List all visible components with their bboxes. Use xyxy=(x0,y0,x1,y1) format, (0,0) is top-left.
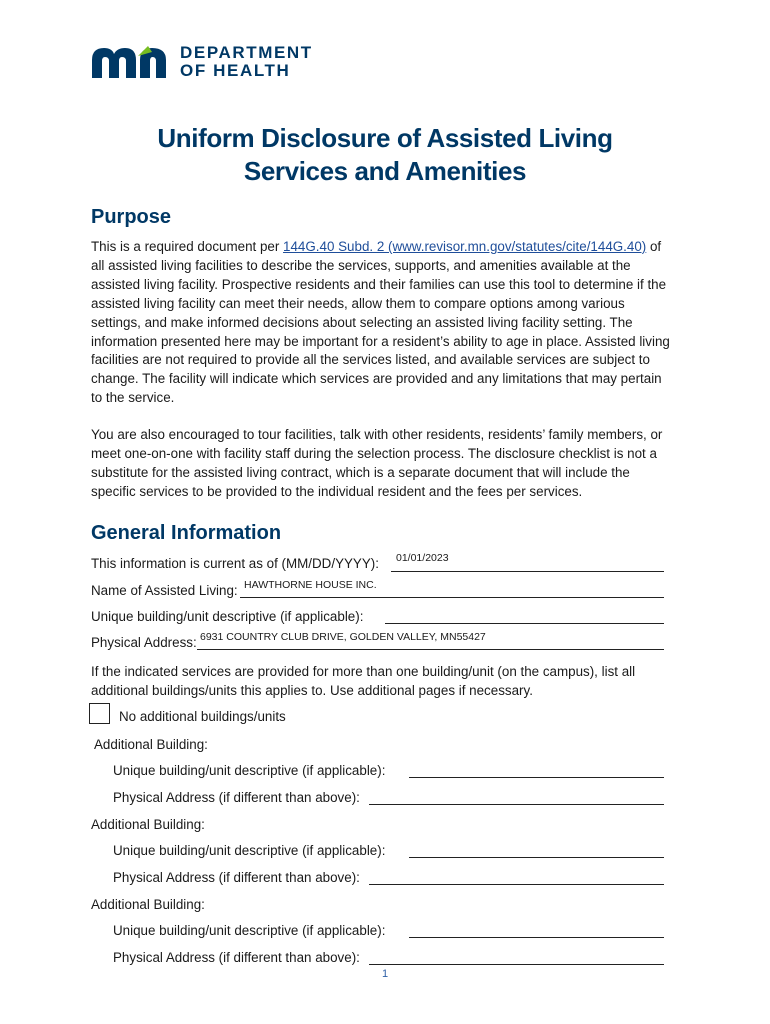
additional-unique-field[interactable] xyxy=(409,857,664,858)
current-date-label: This information is current as of (MM/DD/YYYY): xyxy=(91,556,379,571)
physical-address-field[interactable] xyxy=(197,649,664,650)
additional-address-label: Physical Address (if different than above): xyxy=(113,870,360,885)
no-additional-buildings-label: No additional buildings/units xyxy=(119,709,286,724)
logo-department-text: DEPARTMENT xyxy=(180,43,313,62)
additional-address-field[interactable] xyxy=(369,804,664,805)
additional-unique-label: Unique building/unit descriptive (if applicable): xyxy=(113,843,386,858)
statute-link[interactable]: 144G.40 Subd. 2 (www.revisor.mn.gov/statutes/cite/144G.40) xyxy=(283,239,647,254)
current-date-field[interactable] xyxy=(391,571,664,572)
additional-building-label: Additional Building: xyxy=(94,737,208,752)
facility-name-field[interactable] xyxy=(240,597,664,598)
additional-unique-field[interactable] xyxy=(409,777,664,778)
physical-address-label: Physical Address: xyxy=(91,635,197,650)
mdh-logo xyxy=(90,44,313,80)
purpose-paragraph-1 xyxy=(91,238,676,408)
unique-descriptive-field[interactable] xyxy=(385,623,664,624)
purpose-paragraph-2: You are also encouraged to tour facilities, talk with other residents, residents’ family members, or meet one-on-one with facility staff during the selection process. The disclosure checklist is not a substitute for the assisted living contract, which is a separate document that will include the specific services to be provided to the individual resident and the fees per services. xyxy=(91,427,663,499)
additional-unique-label: Unique building/unit descriptive (if applicable): xyxy=(113,923,386,938)
title-line-1: Uniform Disclosure of Assisted Living xyxy=(157,123,613,153)
additional-address-label: Physical Address (if different than above): xyxy=(113,950,360,965)
current-date-value: 01/01/2023 xyxy=(396,552,449,564)
additional-building-label: Additional Building: xyxy=(91,897,205,912)
additional-unique-field[interactable] xyxy=(409,937,664,938)
additional-address-field[interactable] xyxy=(369,884,664,885)
page-number: 1 xyxy=(381,968,389,980)
logo-health-text: OF HEALTH xyxy=(180,61,291,80)
document-title xyxy=(0,122,770,188)
unique-descriptive-label: Unique building/unit descriptive (if applicable): xyxy=(91,609,364,624)
purpose-heading: Purpose xyxy=(91,206,172,228)
no-additional-buildings-checkbox[interactable] xyxy=(89,703,110,724)
multi-building-note: If the indicated services are provided for more than one building/unit (on the campus), list all additional buildings/units this applies to. Use additional pages if necessary. xyxy=(91,664,636,698)
facility-name-value: HAWTHORNE HOUSE INC. xyxy=(244,579,377,591)
additional-address-label: Physical Address (if different than above): xyxy=(113,790,360,805)
additional-address-field[interactable] xyxy=(369,964,664,965)
general-info-heading: General Information xyxy=(91,522,282,544)
purpose-text-intro: This is a required document per xyxy=(91,239,284,254)
purpose-text-body: of all assisted living facilities to describe the services, supports, and amenities available at the assisted living facility. Prospective residents and their families can use this tool to determine if the assisted living facility can meet their needs, allow them to compare options among various settings, and make informed decisions about selecting an assisted living facility setting. The information presented here may be important for a resident’s ability to age in place. Assisted living facilities are not required to provide all the services listed, and available services are subject to change. The facility will indicate which services are provided and any limitations that may pertain to the service. xyxy=(91,239,670,406)
facility-name-label: Name of Assisted Living: xyxy=(91,583,238,598)
mn-logo-icon xyxy=(90,44,168,80)
title-line-2: Services and Amenities xyxy=(243,156,527,186)
additional-unique-label: Unique building/unit descriptive (if applicable): xyxy=(113,763,386,778)
physical-address-value: 6931 COUNTRY CLUB DRIVE, GOLDEN VALLEY, MN55427 xyxy=(200,631,486,643)
additional-building-label: Additional Building: xyxy=(91,817,205,832)
